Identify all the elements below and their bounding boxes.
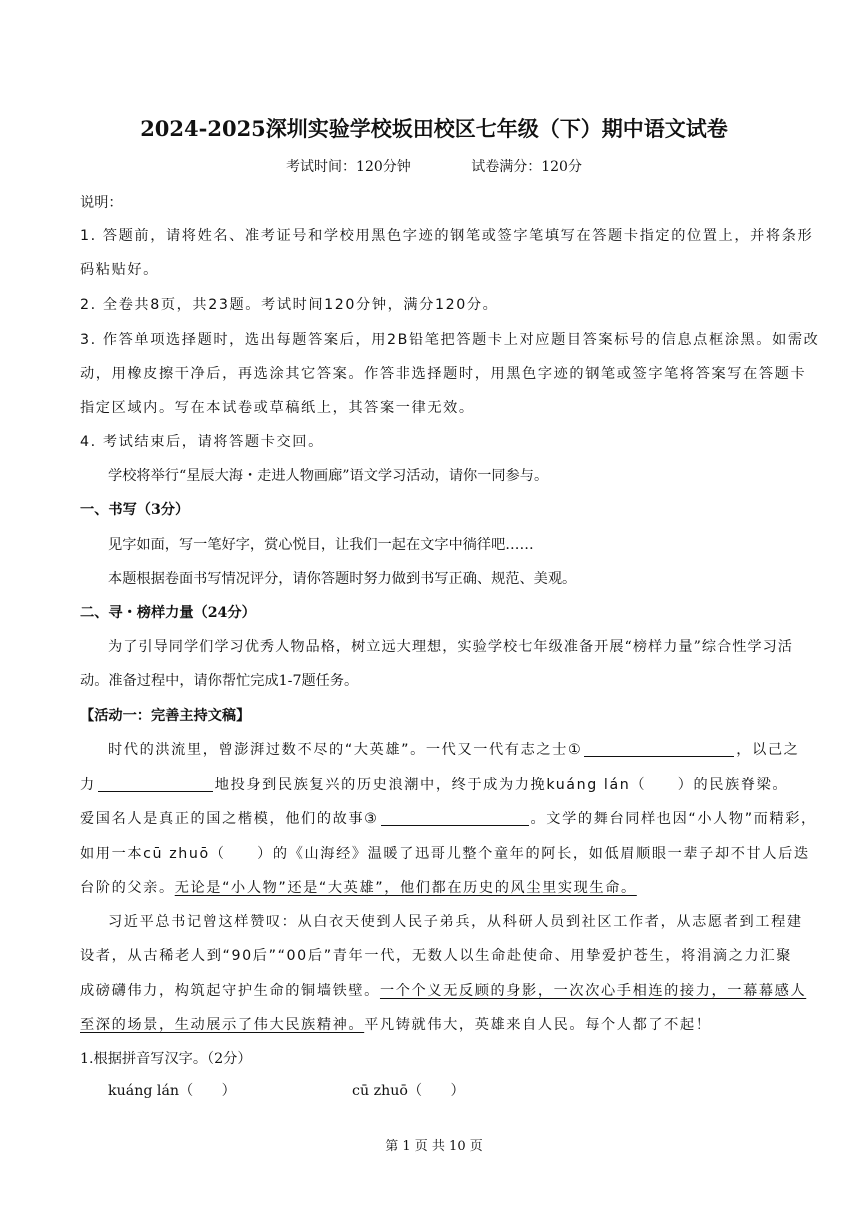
passage-text: 台阶的父亲。: [80, 880, 175, 896]
passage-line-7: 设者，从古稀老人到“90后”“00后”青年一代，无数人以生命赴使命、用挚爱护苍生，将涓滴之力汇聚: [80, 948, 792, 964]
section-2-heading: 二、寻・榜样力量（24分）: [80, 605, 256, 621]
passage-text: ，以己之: [736, 742, 800, 758]
activity-1-heading: 【活动一：完善主持文稿】: [80, 708, 251, 724]
answer-blank-2[interactable]: [98, 775, 213, 792]
passage-line-8: [80, 981, 807, 1001]
passage-text: 地投身到民族复兴的历史浪潮中，终于成为力挽kuáng lán（ ）的民族脊梁。: [214, 777, 789, 793]
passage-line-3: [80, 809, 817, 829]
instruction-item-3: 3. 作答单项选择题时，选出每题答案后，用2B铅笔把答题卡上对应题目答案标号的信息点框涂黑。如需改: [80, 332, 820, 348]
section-2-paragraph-cont: 动。准备过程中，请你帮忙完成1-7题任务。: [80, 673, 359, 689]
underlined-sentence: 至深的场景，生动展示了伟大民族精神。: [80, 1017, 365, 1033]
page-footer: 第 1 页 共 10 页: [385, 1139, 483, 1154]
passage-line-2: [80, 775, 792, 795]
section-1-heading: 一、书写（3分）: [80, 502, 190, 518]
passage-text: 平凡铸就伟大，英雄来自人民。每个人都了不起！: [364, 1017, 712, 1033]
instruction-item-1: 1. 答题前，请将姓名、准考证号和学校用黑色字迹的钢笔或签字笔填写在答题卡指定的位置上，并将条形: [80, 228, 814, 244]
instruction-item-3-end: 指定区域内。写在本试卷或草稿纸上，其答案一律无效。: [80, 400, 475, 416]
passage-line-1: [108, 740, 800, 760]
question-1-stem: 1.根据拼音写汉字。（2分）: [80, 1051, 252, 1067]
section-1-paragraph-1: 见字如面，写一笔好字，赏心悦目，让我们一起在文字中徜徉吧……: [108, 537, 534, 553]
answer-blank-1[interactable]: [584, 740, 734, 757]
page-title: 2024-2025深圳实验学校坂田校区七年级（下）期中语文试卷: [140, 116, 728, 141]
instructions-label: 说明：: [80, 195, 123, 211]
passage-line-6: 习近平总书记曾这样赞叹：从白衣天使到人民子弟兵，从科研人员到社区工作者，从志愿者到工程建: [108, 914, 803, 930]
section-1-paragraph-2: 本题根据卷面书写情况评分，请你答题时努力做到书写正确、规范、美观。: [108, 571, 577, 587]
passage-line-5: [80, 878, 792, 898]
exam-meta: [0, 156, 868, 178]
exam-time: 考试时间：120分钟: [286, 159, 411, 175]
underlined-sentence: 一个个义无反顾的身影，一次次心手相连的接力，一幕幕感人: [379, 983, 807, 999]
instruction-item-3-cont: 动，用橡皮擦干净后，再选涂其它答案。作答非选择题时，用黑色字迹的钢笔或签字笔将答案写在答题卡: [80, 366, 807, 382]
passage-text: 爱国名人是真正的国之楷模，他们的故事③: [80, 811, 379, 827]
passage-text: 成磅礴伟力，构筑起守护生命的铜墙铁壁。: [80, 983, 380, 999]
pinyin-answer-b[interactable]: cū zhuō（ ）: [352, 1083, 465, 1099]
passage-line-4: 如用一本cū zhuō（ ）的《山海经》温暖了迅哥儿整个童年的阿长，如低眉顺眼一辈子却不甘人后迭: [80, 846, 810, 862]
instruction-item-4: 4. 考试结束后，请将答题卡交回。: [80, 434, 324, 450]
instruction-item-2: 2. 全卷共8页，共23题。考试时间120分钟，满分120分。: [80, 297, 499, 313]
section-2-paragraph: 为了引导同学们学习优秀人物品格，树立远大理想，实验学校七年级准备开展“榜样力量”综合性学习活: [108, 639, 792, 655]
instruction-item-1-cont: 码粘贴好。: [80, 262, 159, 278]
pinyin-answer-a[interactable]: kuáng lán（ ）: [108, 1083, 236, 1099]
underlined-sentence: 无论是“小人物”还是“大英雄”，他们都在历史的风尘里实现生命。: [174, 880, 637, 896]
activity-intro: 学校将举行“星辰大海・走进人物画廊”语文学习活动，请你一同参与。: [108, 468, 549, 484]
passage-line-9: [80, 1015, 792, 1035]
passage-text: 时代的洪流里，曾澎湃过数不尽的“大英雄”。一代又一代有志之士①: [108, 742, 583, 758]
passage-text: 力: [80, 777, 96, 793]
answer-blank-3[interactable]: [381, 809, 529, 826]
full-score: 试卷满分：120分: [471, 159, 582, 175]
passage-text: 。文学的舞台同样也因“小人物”而精彩，: [530, 811, 817, 827]
